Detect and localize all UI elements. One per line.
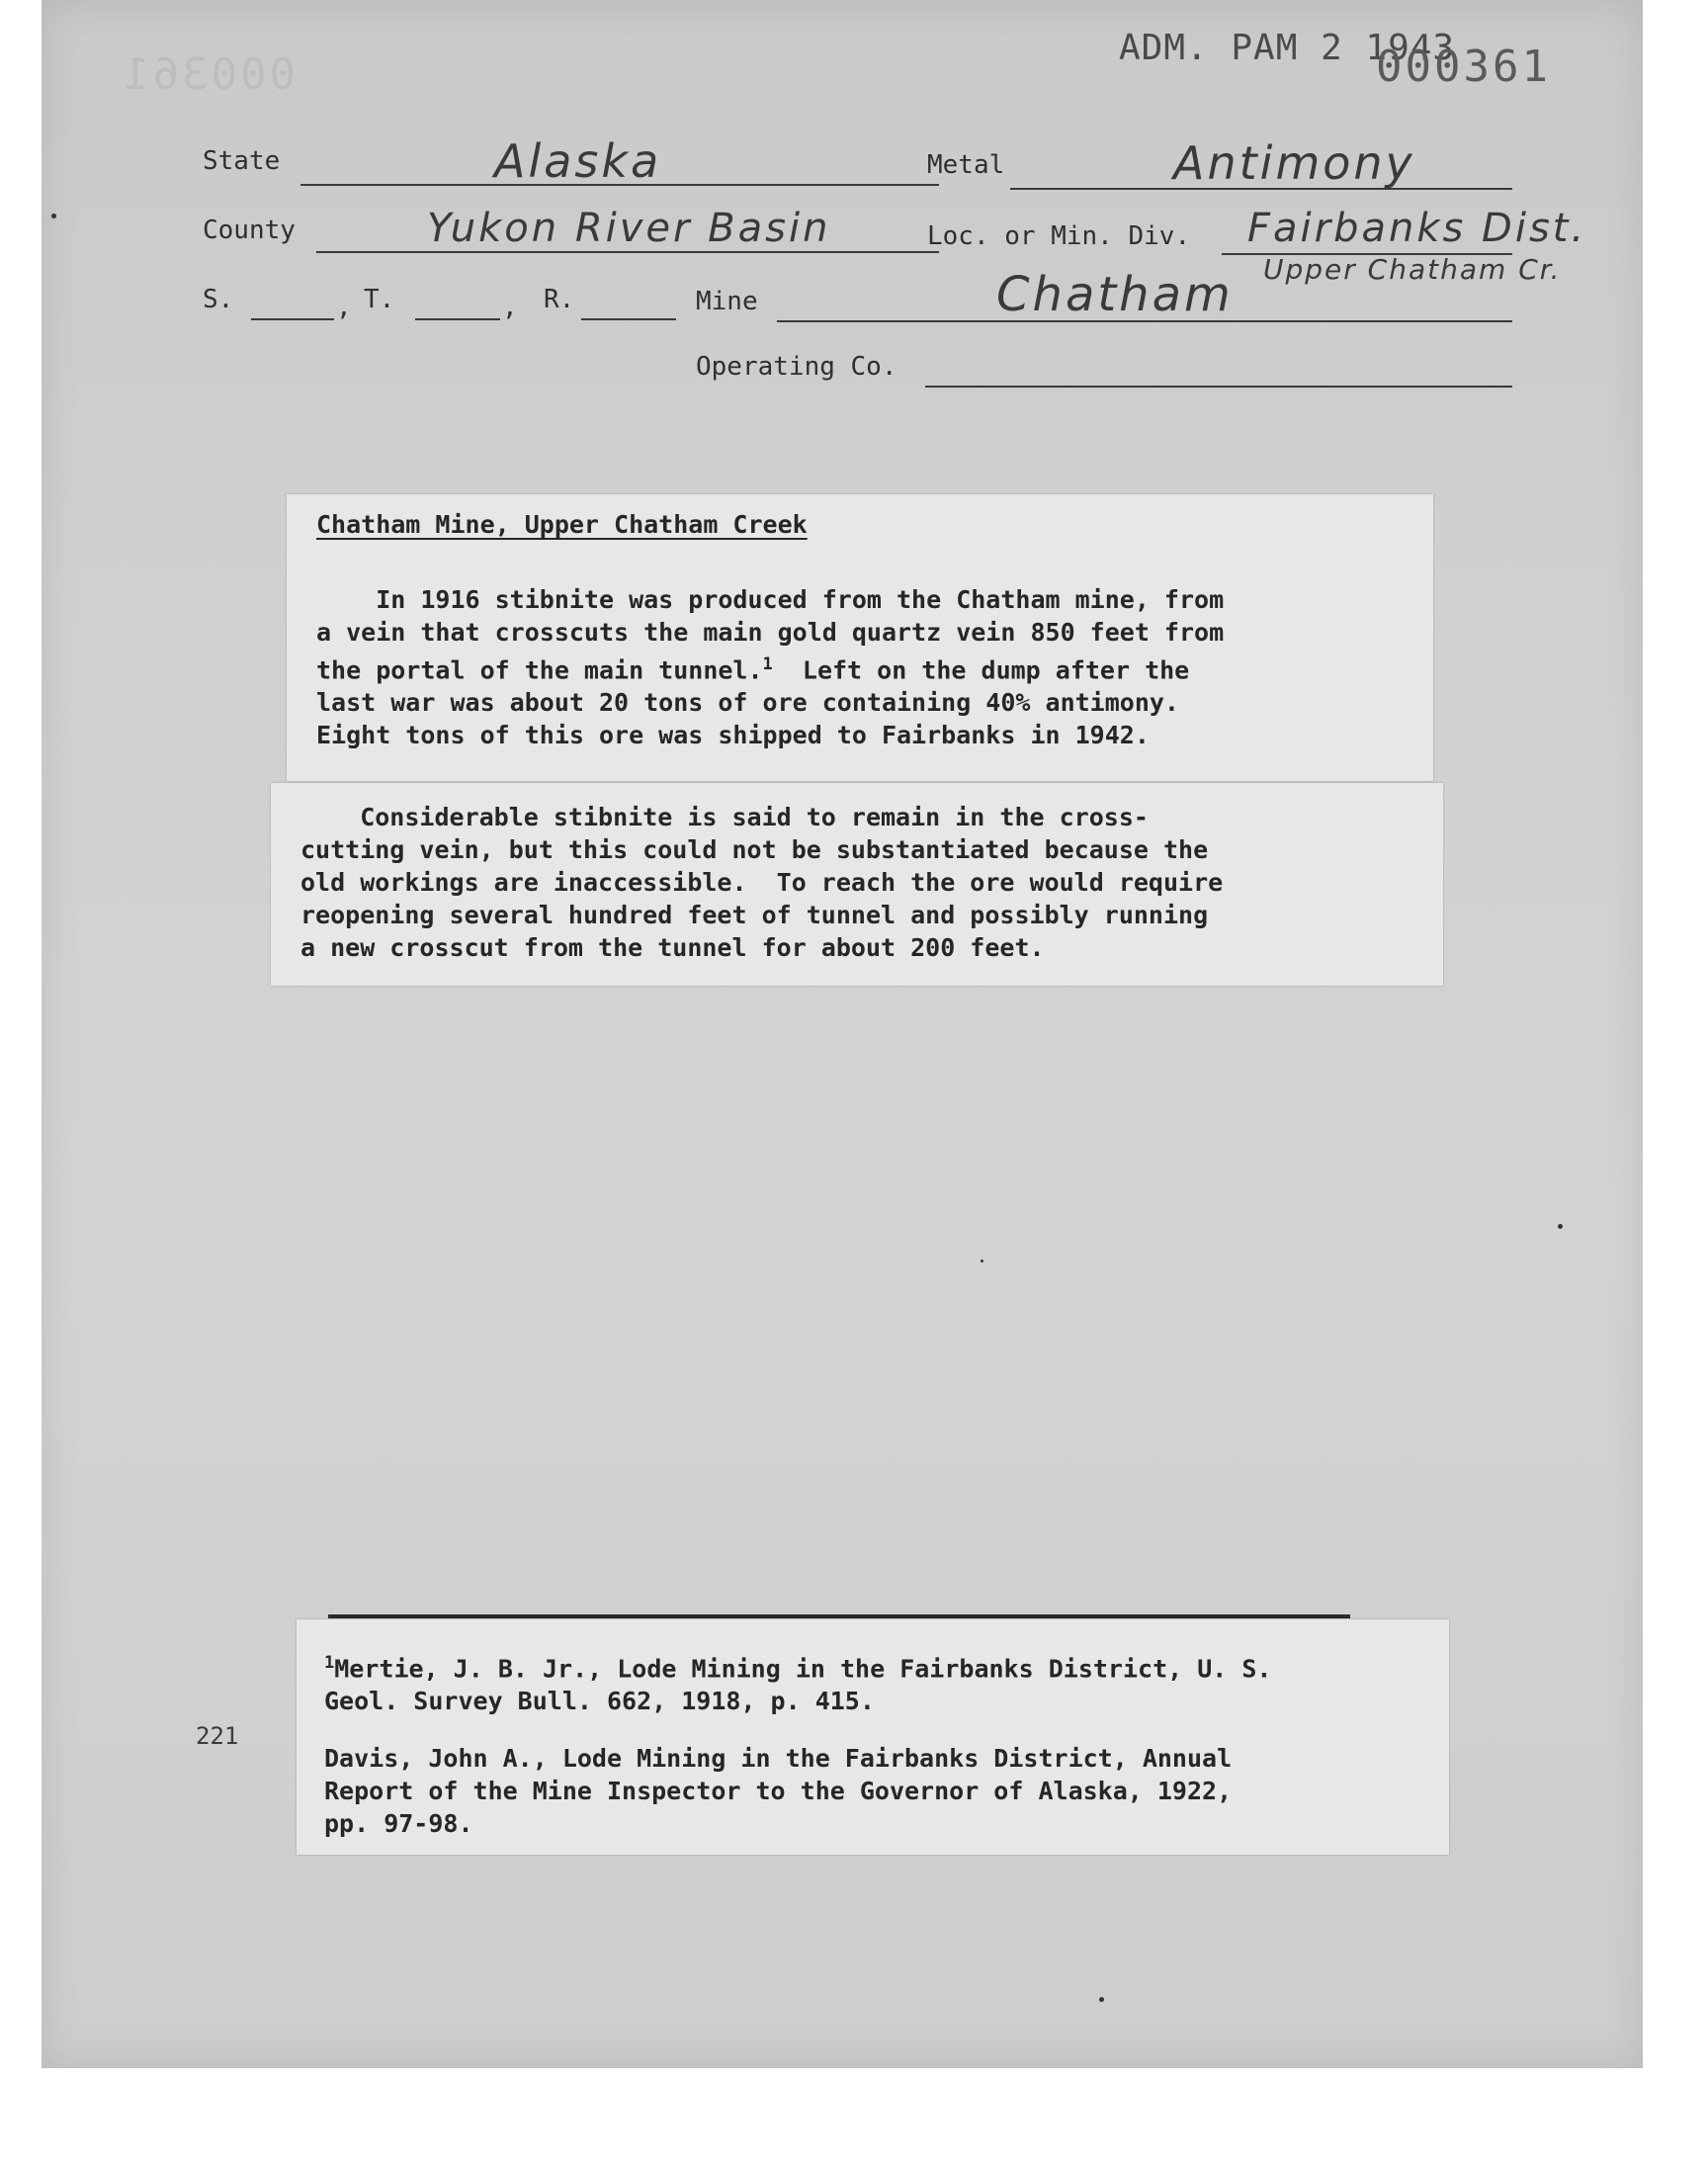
township-label: T.: [364, 285, 395, 314]
metal-value: Antimony: [1173, 136, 1415, 190]
paragraph-line: a vein that crosscuts the main gold quartz vein 850 feet from: [316, 618, 1225, 647]
township-underline: [415, 318, 500, 320]
mine-value: Chatham: [996, 267, 1234, 322]
references-clipping: [297, 1619, 1449, 1855]
reference-line: pp. 97-98.: [324, 1809, 473, 1838]
paragraph-line: Considerable stibnite is said to remain in the cross-: [300, 803, 1149, 831]
operating-co-label: Operating Co.: [696, 352, 897, 382]
range-label: R.: [544, 285, 575, 314]
speck: [1099, 1997, 1104, 2002]
mirrored-stamp-ghost: 000361: [121, 49, 296, 100]
metal-label: Metal: [927, 150, 1005, 180]
state-label: State: [203, 146, 281, 176]
paragraph-line: the portal of the main tunnel.$^1$ Left on the dump after the: [316, 654, 1190, 685]
range-underline: [581, 318, 676, 320]
speck: [981, 1260, 983, 1262]
paragraph-line: In 1916 stibnite was produced from the Chatham mine, from: [316, 585, 1225, 614]
section-label: S.: [203, 285, 234, 314]
page-number: 221: [196, 1722, 239, 1750]
footnote-marker: 1: [762, 654, 773, 674]
footnote-separator: [328, 1614, 1350, 1618]
county-value: Yukon River Basin: [427, 206, 831, 251]
reference-line: Davis, John A., Lode Mining in the Fairbanks District, Annual: [324, 1744, 1233, 1773]
loc-label: Loc. or Min. Div.: [927, 221, 1191, 251]
state-value: Alaska: [494, 134, 662, 188]
paragraph-line: old workings are inaccessible. To reach the ore would require: [300, 868, 1224, 897]
clipping-heading: Chatham Mine, Upper Chatham Creek: [316, 510, 808, 539]
loc-value-line2: Upper Chatham Cr.: [1263, 253, 1562, 286]
paragraph-line: last war was about 20 tons of ore containing 40% antimony.: [316, 688, 1179, 718]
reference-line: $^1$Mertie, J. B. Jr., Lode Mining in the Fairbanks District, U. S.: [324, 1653, 1272, 1684]
separator: ,: [502, 293, 518, 322]
loc-value: Fairbanks Dist.: [1247, 206, 1587, 251]
archive-stamp-number: 000361: [1376, 42, 1551, 92]
separator: ,: [336, 293, 352, 322]
reference-line: Geol. Survey Bull. 662, 1918, p. 415.: [324, 1687, 875, 1716]
paragraph-line: reopening several hundred feet of tunnel and possibly running: [300, 901, 1209, 929]
report-clipping-1: [287, 494, 1433, 781]
county-underline: [316, 251, 939, 253]
document-sheet: [42, 0, 1643, 2068]
reference-marker: 1: [324, 1653, 335, 1673]
report-clipping-2: [271, 783, 1443, 986]
archive-stamp-code: ADM. PAM 2 1943: [1119, 28, 1456, 68]
speck: [51, 214, 56, 218]
operating-co-underline: [925, 386, 1512, 388]
speck: [1558, 1224, 1563, 1229]
section-underline: [251, 318, 334, 320]
paragraph-line: Eight tons of this ore was shipped to Fairbanks in 1942.: [316, 721, 1150, 750]
paragraph-line: a new crosscut from the tunnel for about 200 feet.: [300, 933, 1045, 962]
mine-label: Mine: [696, 287, 758, 316]
reference-line: Report of the Mine Inspector to the Governor of Alaska, 1922,: [324, 1777, 1233, 1805]
county-label: County: [203, 216, 296, 245]
paragraph-line: cutting vein, but this could not be substantiated because the: [300, 835, 1209, 864]
